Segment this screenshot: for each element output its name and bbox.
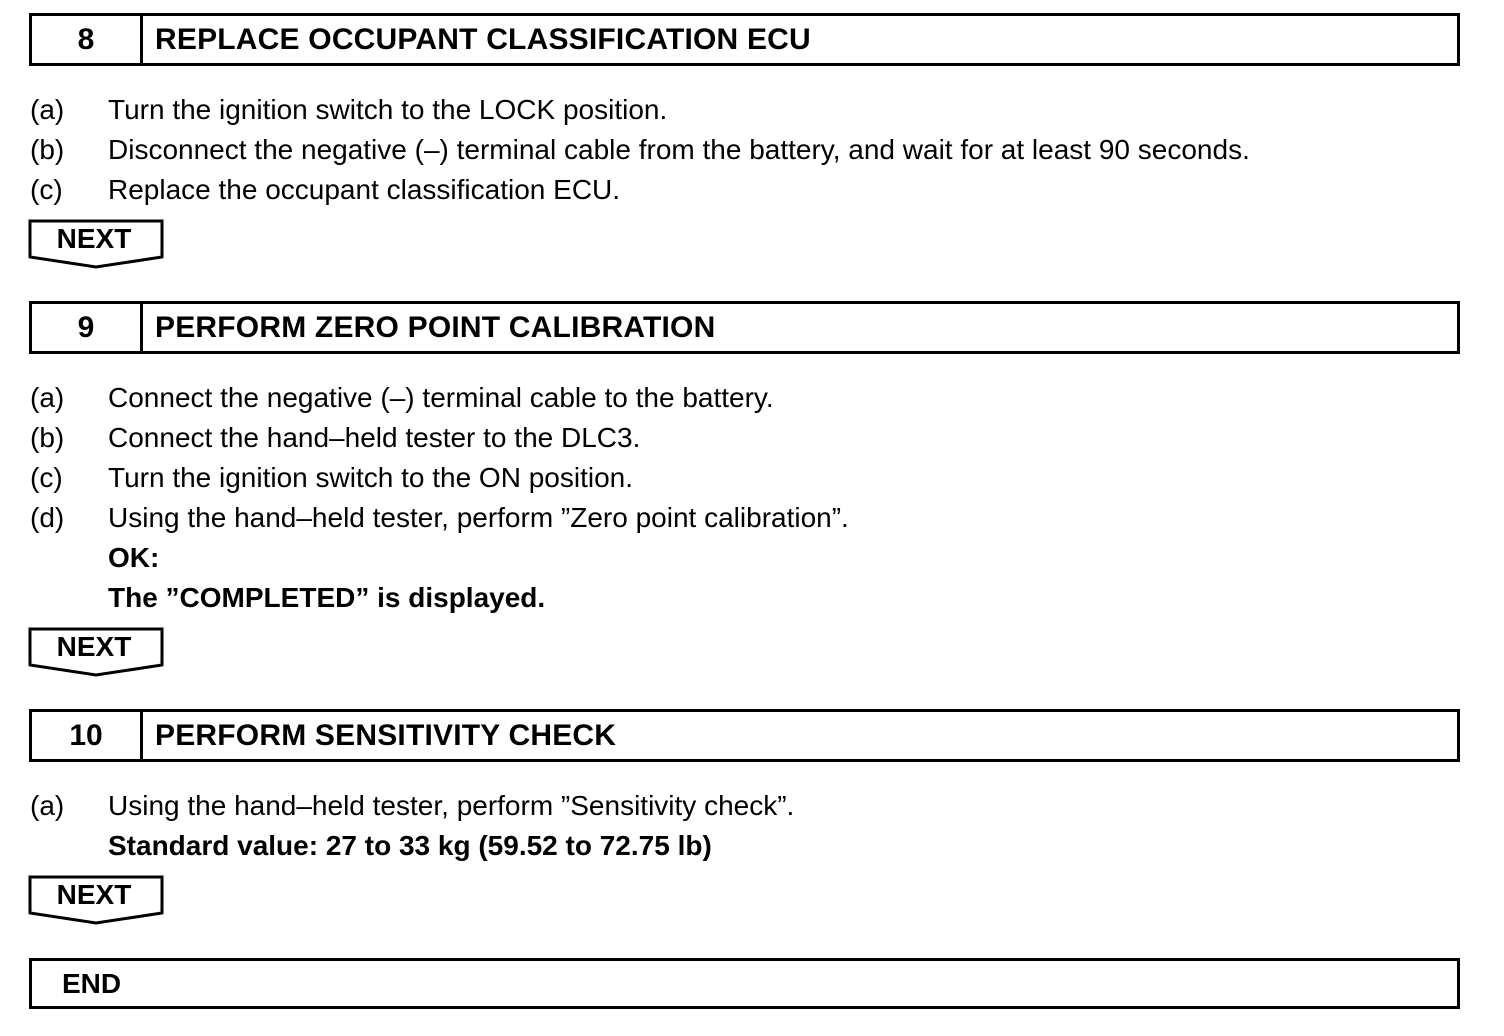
item-label: (c): [30, 462, 63, 493]
next-label: NEXT: [56, 631, 132, 662]
item-text: Turn the ignition switch to the LOCK position.: [108, 94, 668, 125]
item-text: Using the hand–held tester, perform ”Sensitivity check”.: [108, 790, 795, 821]
step-title: PERFORM SENSITIVITY CHECK: [155, 718, 617, 752]
end-box: END: [29, 958, 1460, 1009]
item-label: (a): [30, 382, 65, 413]
list-item: [30, 90, 667, 130]
next-label: NEXT: [56, 879, 132, 910]
list-item: [30, 458, 633, 498]
item-label: (c): [30, 174, 63, 205]
item-label: (a): [30, 790, 65, 821]
step-title: REPLACE OCCUPANT CLASSIFICATION ECU: [155, 22, 811, 56]
item-text: Connect the hand–held tester to the DLC3.: [108, 422, 641, 453]
step-number: 10: [32, 712, 143, 759]
item-text: Using the hand–held tester, perform ”Zero point calibration”.: [108, 502, 849, 533]
standard-value: Standard value: 27 to 33 kg (59.52 to 72.75 lb): [108, 830, 712, 861]
item-label: (b): [30, 134, 65, 165]
item-label: (a): [30, 94, 65, 125]
step-number: 9: [32, 304, 143, 351]
step-number: 8: [32, 16, 143, 63]
next-button[interactable]: [28, 219, 166, 271]
item-text: Turn the ignition switch to the ON position.: [108, 462, 633, 493]
ok-label: OK:: [108, 542, 160, 573]
list-item: [30, 130, 1250, 170]
item-label: (b): [30, 422, 65, 453]
item-text: Disconnect the negative (–) terminal cable from the battery, and wait for at least 90 seconds.: [108, 134, 1250, 165]
item-text: Replace the occupant classification ECU.: [108, 174, 621, 205]
list-item: [30, 170, 620, 210]
next-label: NEXT: [56, 223, 132, 254]
list-item: [30, 378, 774, 418]
item-text: Connect the negative (–) terminal cable to the battery.: [108, 382, 774, 413]
step-title: PERFORM ZERO POINT CALIBRATION: [155, 310, 716, 344]
item-label: (d): [30, 502, 65, 533]
ok-text: The ”COMPLETED” is displayed.: [108, 582, 546, 613]
next-button[interactable]: [28, 875, 166, 927]
list-item: [30, 786, 794, 826]
step-8-header: [29, 13, 1460, 66]
step-10-header: [29, 709, 1460, 762]
list-item: [30, 418, 640, 458]
step-9-header: [29, 301, 1460, 354]
list-item: [30, 498, 849, 538]
next-button[interactable]: [28, 627, 166, 679]
